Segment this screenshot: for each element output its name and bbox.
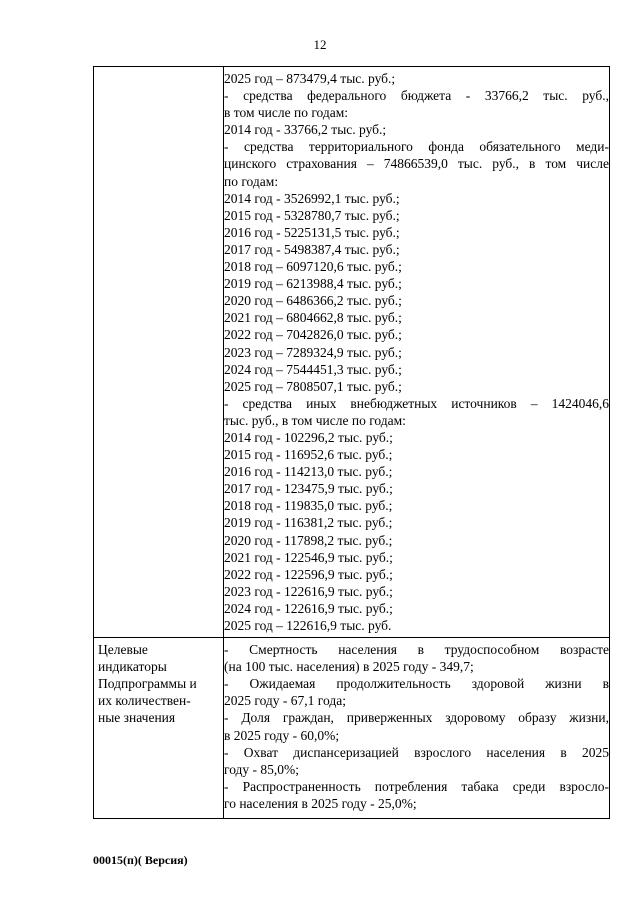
financing-line: 2023 год – 7289324,9 тыс. руб.; bbox=[224, 344, 402, 360]
financing-line: 2020 год – 6486366,2 тыс. руб.; bbox=[224, 293, 402, 309]
indicator-line: году - 85,0%; bbox=[224, 761, 300, 777]
subprogram-passport-table bbox=[93, 66, 610, 819]
financing-line: 2018 год - 119835,0 тыс. руб.; bbox=[224, 498, 393, 514]
indicators-text bbox=[224, 641, 609, 812]
financing-line: цинского страхования – 74866539,0 тыс. руб., в том числе bbox=[224, 156, 609, 172]
financing-line: 2018 год – 6097120,6 тыс. руб.; bbox=[224, 259, 402, 275]
indicator-line: (на 100 тыс. населения) в 2025 году - 349,7; bbox=[224, 659, 474, 675]
indicator-line: - Смертность населения в трудоспособном возрасте bbox=[224, 642, 609, 658]
indicator-line: - Ожидаемая продолжительность здоровой жизни в bbox=[224, 676, 609, 692]
financing-line: 2016 год - 114213,0 тыс. руб.; bbox=[224, 464, 393, 480]
financing-label-cell bbox=[94, 67, 224, 638]
footer-document-code: 00015(п)( Версия) bbox=[93, 853, 188, 867]
indicators-label-line: индикаторы bbox=[98, 659, 167, 675]
financing-line: 2025 год – 873479,4 тыс. руб.; bbox=[224, 71, 396, 86]
financing-line: 2014 год - 33766,2 тыс. руб.; bbox=[224, 122, 387, 138]
financing-line: 2020 год - 117898,2 тыс. руб.; bbox=[224, 532, 393, 548]
indicators-label bbox=[94, 638, 223, 726]
indicators-content-cell bbox=[224, 638, 610, 819]
financing-content-cell bbox=[224, 67, 610, 638]
indicator-line: го населения в 2025 году - 25,0%; bbox=[224, 795, 417, 811]
financing-line: 2014 год - 102296,2 тыс. руб.; bbox=[224, 429, 393, 445]
financing-line: тыс. руб., в том числе по годам: bbox=[224, 412, 406, 428]
indicators-row bbox=[94, 638, 610, 819]
financing-line: 2015 год - 116952,6 тыс. руб.; bbox=[224, 447, 393, 463]
financing-line: 2024 год – 7544451,3 тыс. руб.; bbox=[224, 361, 402, 377]
indicators-label-cell bbox=[94, 638, 224, 819]
page-number: 12 bbox=[313, 37, 327, 52]
financing-line: 2021 год - 122546,9 тыс. руб.; bbox=[224, 549, 393, 565]
indicators-label-line: Целевые bbox=[98, 642, 148, 658]
indicators-label-line: их количествен- bbox=[98, 693, 191, 709]
financing-line: 2021 год – 6804662,8 тыс. руб.; bbox=[224, 310, 402, 326]
financing-line: - средства территориального фонда обязательного меди- bbox=[224, 139, 609, 155]
financing-line: 2014 год - 3526992,1 тыс. руб.; bbox=[224, 190, 400, 206]
financing-line: 2023 год - 122616,9 тыс. руб.; bbox=[224, 583, 393, 599]
financing-line: - средства иных внебюджетных источников – 1424046,6 bbox=[224, 395, 609, 411]
indicators-label-line: ные значения bbox=[98, 710, 176, 726]
financing-line: по годам: bbox=[224, 173, 279, 189]
indicator-line: - Доля граждан, приверженных здоровому образу жизни, bbox=[224, 710, 609, 726]
financing-line: - средства федерального бюджета - 33766,2 тыс. руб., bbox=[224, 88, 609, 104]
financing-line: 2016 год - 5225131,5 тыс. руб.; bbox=[224, 224, 400, 240]
financing-line: 2022 год - 122596,9 тыс. руб.; bbox=[224, 566, 393, 582]
financing-line: 2019 год - 116381,2 тыс. руб.; bbox=[224, 515, 393, 531]
financing-line: 2017 год - 5498387,4 тыс. руб.; bbox=[224, 241, 400, 257]
indicator-line: - Распространенность потребления табака среди взросло- bbox=[224, 778, 609, 794]
financing-line: 2024 год - 122616,9 тыс. руб.; bbox=[224, 600, 393, 616]
indicator-line: - Охват диспансеризацией взрослого населения в 2025 bbox=[224, 744, 609, 760]
financing-line: 2015 год - 5328780,7 тыс. руб.; bbox=[224, 207, 400, 223]
financing-line: 2019 год – 6213988,4 тыс. руб.; bbox=[224, 276, 402, 292]
financing-line: 2025 год – 122616,9 тыс. руб. bbox=[224, 618, 392, 633]
indicator-line: 2025 году - 67,1 года; bbox=[224, 693, 346, 709]
financing-row bbox=[94, 67, 610, 638]
financing-line: в том числе по годам: bbox=[224, 105, 349, 121]
financing-line: 2017 год - 123475,9 тыс. руб.; bbox=[224, 481, 393, 497]
indicators-label-line: Подпрограммы и bbox=[98, 676, 197, 692]
financing-line: 2022 год – 7042826,0 тыс. руб.; bbox=[224, 327, 402, 343]
financing-text bbox=[224, 70, 609, 634]
financing-line: 2025 год – 7808507,1 тыс. руб.; bbox=[224, 378, 402, 394]
indicator-line: в 2025 году - 60,0%; bbox=[224, 727, 340, 743]
